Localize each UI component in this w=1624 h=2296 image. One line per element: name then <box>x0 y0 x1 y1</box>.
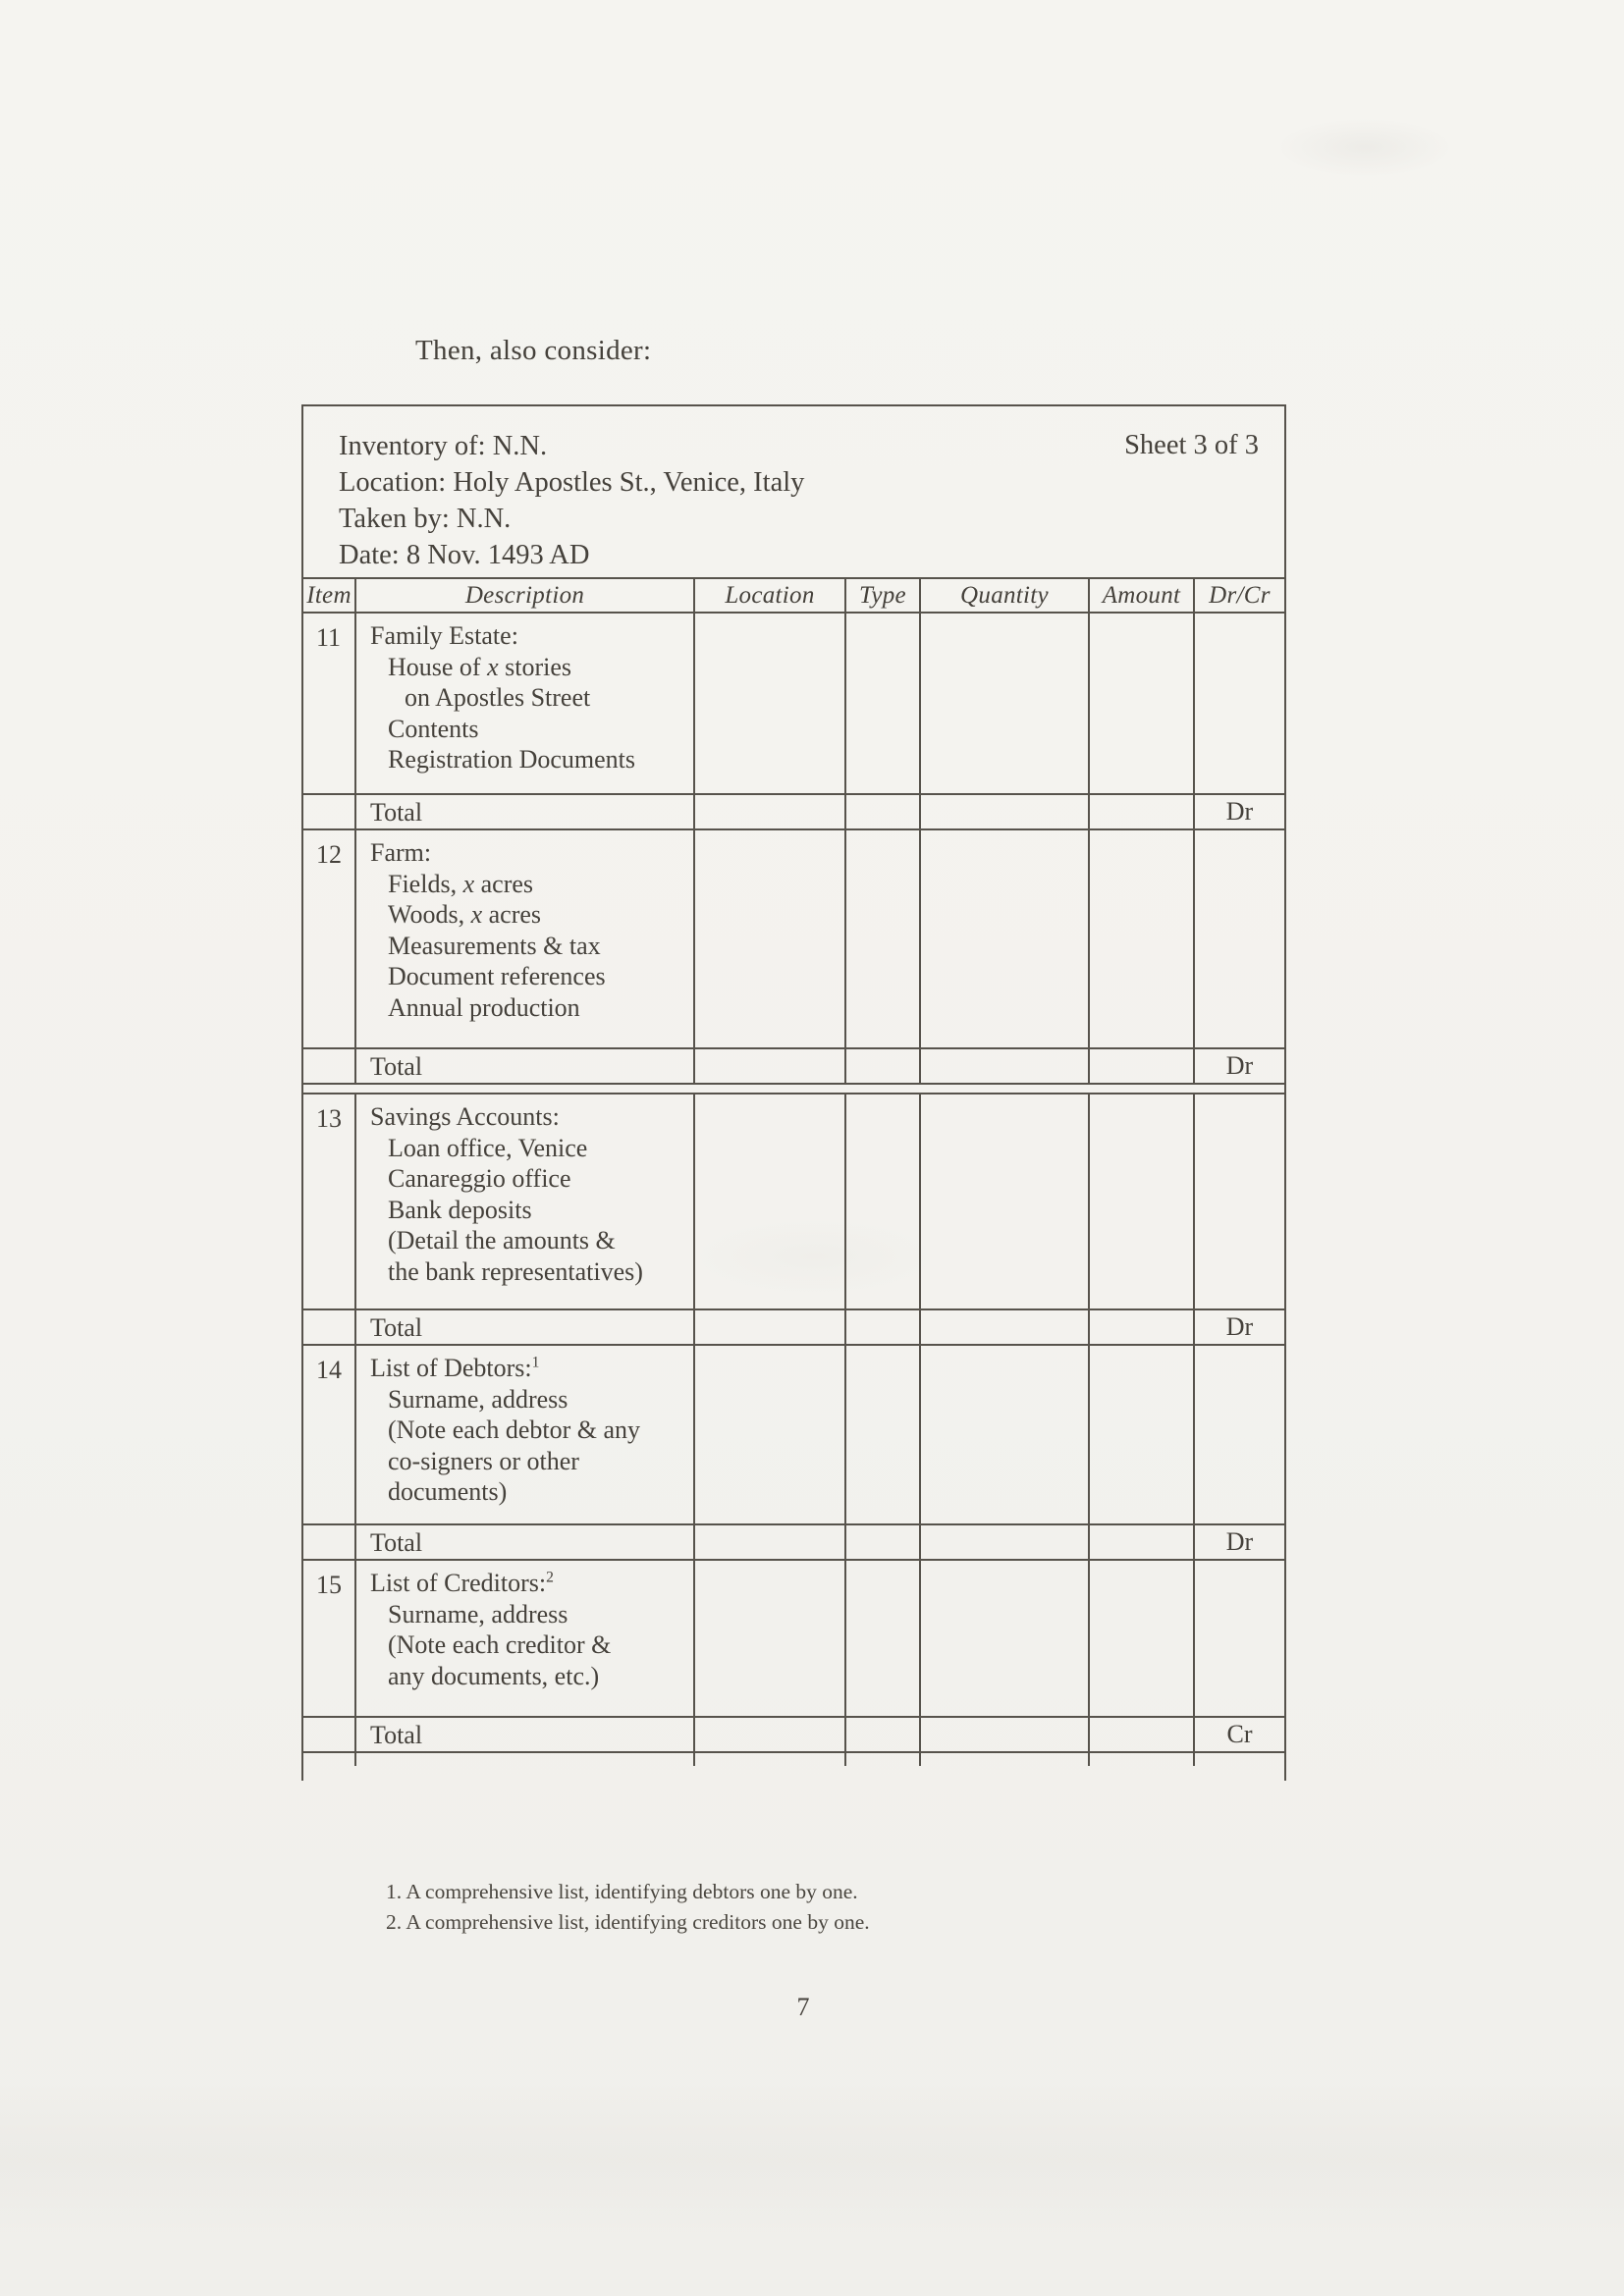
cell-quantity-empty <box>921 614 1090 793</box>
header-line-location: Location: Holy Apostles St., Venice, Italy <box>339 467 805 498</box>
description-line: (Note each creditor & <box>388 1630 612 1659</box>
scan-smudge <box>1276 118 1453 177</box>
total-type-empty <box>846 795 921 828</box>
cell-amount-empty <box>1090 1346 1195 1523</box>
total-type-empty <box>846 1718 921 1751</box>
cutoff-cell-item <box>303 1753 356 1766</box>
total-quantity-empty <box>921 1525 1090 1559</box>
description-line: any documents, etc.) <box>388 1661 600 1690</box>
cell-quantity-empty <box>921 1346 1090 1523</box>
sheet-break-double-rule <box>303 1085 1284 1095</box>
description-line: Contents <box>388 714 479 743</box>
description-line: Canareggio office <box>388 1164 571 1193</box>
item-number: 14 <box>303 1346 356 1523</box>
cutoff-cell-quantity <box>921 1753 1090 1766</box>
description-line: co-signers or other <box>388 1446 579 1475</box>
total-label: Total <box>356 795 695 828</box>
page-number: 7 <box>796 1993 810 2021</box>
column-header-quantity: Quantity <box>921 579 1090 612</box>
description-line: (Note each debtor & any <box>388 1415 641 1444</box>
column-header-row <box>303 579 1284 614</box>
column-header-amount: Amount <box>1090 579 1195 612</box>
total-type-empty <box>846 1525 921 1559</box>
footnote-ref: 1 <box>531 1354 540 1371</box>
cell-amount-empty <box>1090 830 1195 1047</box>
description-cell <box>356 614 695 793</box>
header-line-inventory-of: Inventory of: N.N. <box>339 431 548 461</box>
cell-drcr-empty <box>1195 1095 1284 1308</box>
intro-text: Then, also consider: <box>415 335 652 366</box>
total-location-empty <box>695 1049 846 1083</box>
total-drcr-value: Cr <box>1226 1720 1253 1748</box>
total-quantity-empty <box>921 1310 1090 1344</box>
total-location-empty <box>695 1718 846 1751</box>
description-line: Annual production <box>388 992 580 1022</box>
description-line: Savings Accounts: <box>370 1102 560 1131</box>
description-line: Fields, x acres <box>388 869 534 898</box>
cell-drcr-empty <box>1195 1561 1284 1716</box>
cutoff-cell-location <box>695 1753 846 1766</box>
cutoff-cell-type <box>846 1753 921 1766</box>
form-header <box>303 406 1284 579</box>
description-line: Farm: <box>370 838 432 867</box>
column-header-type: Type <box>846 579 921 612</box>
cell-type-empty <box>846 830 921 1047</box>
total-type-empty <box>846 1310 921 1344</box>
item-row-13 <box>303 1095 1284 1310</box>
total-item-empty <box>303 1049 356 1083</box>
sheet-number-label: Sheet 3 of 3 <box>1124 430 1259 460</box>
total-drcr-value: Dr <box>1225 1312 1254 1341</box>
column-header-drcr: Dr/Cr <box>1209 581 1271 609</box>
item-row-11 <box>303 614 1284 795</box>
column-header-description: Description <box>356 579 695 612</box>
total-label: Total <box>356 1310 695 1344</box>
total-type-empty <box>846 1049 921 1083</box>
total-amount-empty <box>1090 795 1195 828</box>
total-drcr-value: Dr <box>1225 1527 1254 1556</box>
item-row-12 <box>303 830 1284 1049</box>
description-line: House of x stories <box>388 652 572 681</box>
description-cell <box>356 1346 695 1523</box>
description-cell <box>356 1561 695 1716</box>
description-cell <box>356 830 695 1047</box>
footnote-1: 1. A comprehensive list, identifying debtors one by one. <box>386 1880 858 1903</box>
total-location-empty <box>695 1310 846 1344</box>
total-drcr-value: Dr <box>1225 1051 1254 1080</box>
total-item-empty <box>303 1718 356 1751</box>
total-row-15 <box>303 1718 1284 1753</box>
description-line: Surname, address <box>388 1384 568 1414</box>
total-row-11 <box>303 795 1284 830</box>
footnote-ref: 2 <box>546 1569 554 1586</box>
item-number: 11 <box>303 614 356 793</box>
item-number: 12 <box>303 830 356 1047</box>
total-row-12 <box>303 1049 1284 1085</box>
cell-location-empty <box>695 1346 846 1523</box>
total-row-14 <box>303 1525 1284 1561</box>
cell-quantity-empty <box>921 830 1090 1047</box>
description-line: on Apostles Street <box>405 683 591 712</box>
form-body <box>303 614 1284 1781</box>
item-row-15 <box>303 1561 1284 1718</box>
total-label: Total <box>356 1525 695 1559</box>
total-item-empty <box>303 795 356 828</box>
description-line: Measurements & tax <box>388 931 601 960</box>
cell-location-empty <box>695 1095 846 1308</box>
total-quantity-empty <box>921 1049 1090 1083</box>
cell-location-empty <box>695 1561 846 1716</box>
item-row-14 <box>303 1346 1284 1525</box>
description-line: List of Creditors:$^2$ <box>370 1569 554 1597</box>
column-header-item: Item <box>303 579 356 612</box>
total-drcr-value: Dr <box>1225 797 1254 826</box>
total-location-empty <box>695 1525 846 1559</box>
cell-drcr-empty <box>1195 1346 1284 1523</box>
description-line: Family Estate: <box>370 621 518 650</box>
cutoff-cell-description <box>356 1753 695 1766</box>
description-line: the bank representatives) <box>388 1256 643 1286</box>
cell-amount-empty <box>1090 614 1195 793</box>
description-line: Woods, x acres <box>388 900 542 929</box>
footnotes <box>386 1877 870 1937</box>
total-amount-empty <box>1090 1049 1195 1083</box>
cell-amount-empty <box>1090 1561 1195 1716</box>
description-line: Loan office, Venice <box>388 1133 588 1162</box>
total-item-empty <box>303 1525 356 1559</box>
total-quantity-empty <box>921 1718 1090 1751</box>
cell-drcr-empty <box>1195 830 1284 1047</box>
cell-amount-empty <box>1090 1095 1195 1308</box>
cell-location-empty <box>695 830 846 1047</box>
description-line: (Detail the amounts & <box>388 1226 616 1255</box>
scan-smudge <box>0 2081 1624 2238</box>
description-line: Registration Documents <box>388 745 636 774</box>
cutoff-cell-amount <box>1090 1753 1195 1766</box>
total-quantity-empty <box>921 795 1090 828</box>
cell-type-empty <box>846 1095 921 1308</box>
cell-type-empty <box>846 1346 921 1523</box>
cell-quantity-empty <box>921 1561 1090 1716</box>
description-line: documents) <box>388 1477 508 1506</box>
table-cutoff-tail <box>303 1766 1284 1781</box>
total-label: Total <box>356 1718 695 1751</box>
description-line: List of Debtors:$^1$ <box>370 1354 540 1382</box>
total-item-empty <box>303 1310 356 1344</box>
cell-type-empty <box>846 1561 921 1716</box>
total-amount-empty <box>1090 1718 1195 1751</box>
cell-location-empty <box>695 614 846 793</box>
description-line: Surname, address <box>388 1599 568 1629</box>
item-number: 13 <box>303 1095 356 1308</box>
header-line-taken-by: Taken by: N.N. <box>339 504 512 534</box>
description-cell <box>356 1095 695 1308</box>
footnote-2: 2. A comprehensive list, identifying creditors one by one. <box>386 1909 870 1934</box>
cell-type-empty <box>846 614 921 793</box>
cell-drcr-empty <box>1195 614 1284 793</box>
total-location-empty <box>695 795 846 828</box>
total-amount-empty <box>1090 1525 1195 1559</box>
total-row-13 <box>303 1310 1284 1346</box>
header-line-date: Date: 8 Nov. 1493 AD <box>339 540 590 570</box>
column-header-location: Location <box>695 579 846 612</box>
inventory-form <box>301 404 1286 1781</box>
description-line: Document references <box>388 962 606 990</box>
description-line: Bank deposits <box>388 1195 532 1224</box>
table-cutoff-row <box>303 1753 1284 1766</box>
cutoff-cell-drcr <box>1195 1753 1284 1766</box>
cell-quantity-empty <box>921 1095 1090 1308</box>
item-number: 15 <box>303 1561 356 1716</box>
total-amount-empty <box>1090 1310 1195 1344</box>
total-label: Total <box>356 1049 695 1083</box>
